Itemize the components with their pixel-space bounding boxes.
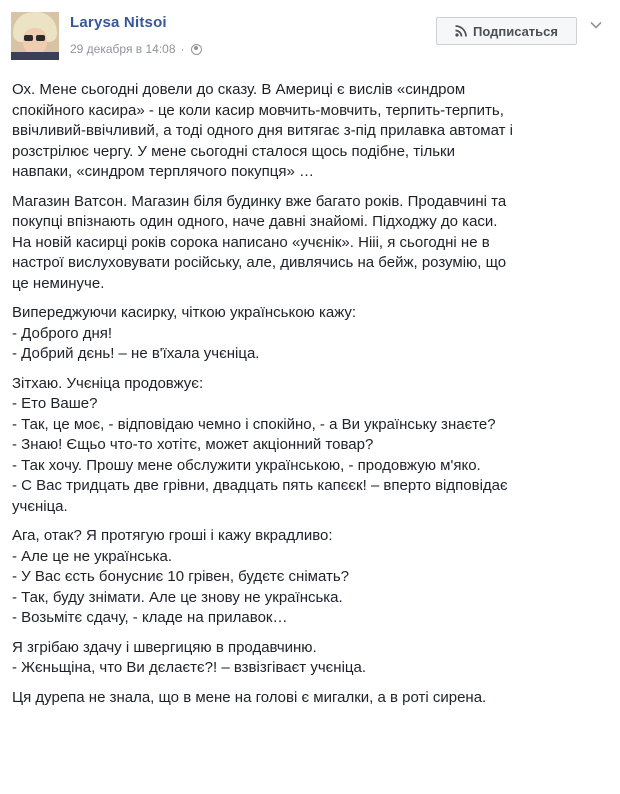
post-line: ввічливий-ввічливий, а тоді одного дня витягає з-під прилавка автомат і [12,122,513,139]
post-paragraph [12,638,610,679]
post-line: учєніца. [12,497,68,515]
avatar[interactable] [11,12,59,60]
avatar-shirt [11,52,59,60]
avatar-glasses-right [36,35,45,41]
post-paragraph [12,192,610,295]
post-line: - Так, це моє, - відповідаю чемно і спокійно, - а Ви українську знаєте? [12,415,496,433]
subscribe-label: Подписаться [472,23,558,39]
post-line: це неминуче. [12,274,105,292]
post-meta [70,42,202,56]
post-paragraph [12,374,610,518]
post-line: - Ето Ваше? [12,395,98,412]
post-line: Випереджуючи касирку, чіткою українською кажу: [12,304,357,321]
post-date[interactable]: 29 декабря в 14:08 [70,42,176,56]
post-line: Магазин Ватсон. Магазин біля будинку вже багато років. Продавчині та [12,192,507,210]
post-line: настрої вислуховувати російську, але, дивлячись на бейж, розумію, що [12,254,507,271]
post-paragraph [12,303,610,365]
post-header [0,0,620,70]
post-line: Зітхаю. Учєніца продовжує: [12,374,204,392]
post-line: - Знаю! Єщьо что-то хотітє, может акціонний товар? [12,436,374,453]
post-line: - Так, буду знімати. Але це знову не українська. [12,588,343,606]
post-paragraph [12,80,610,183]
post-text [12,80,610,717]
post-paragraph [12,526,610,629]
subscribe-button[interactable] [436,17,577,45]
avatar-glasses-left [24,35,33,41]
post-line: - Так хочу. Прошу мене обслужити українською, - продовжую м'яко. [12,456,481,474]
post-line: - Але це не українська. [12,547,173,565]
post-line: Я згрібаю здачу і швергицяю в продавчиню. [12,638,317,656]
chevron-down-icon[interactable] [589,18,603,32]
avatar-face [23,28,47,54]
post-line: розстрілює чергу. У мене сьогодні сталося щось подібне, тільки [12,142,455,160]
rss-icon [455,25,467,37]
post-paragraph [12,688,610,709]
post-line: Ця дурепа не знала, що в мене на голові є мигалки, а в роті сирена. [12,688,487,706]
post-line: - Добрий дєнь! – не в'їхала учєніца. [12,345,260,362]
post-line: - Доброго дня! [12,324,113,342]
post-line: На новій касирці років сорока написано «учєнік». Нііі, я сьогодні не в [12,233,490,251]
post-line: - С Вас тридцать две грівни, двадцать пять капєєк! – вперто відповідає [12,477,508,494]
post-line: - Возьмітє сдачу, - кладе на прилавок… [12,609,288,626]
post-line: спокійного касира» - це коли касир мовчить-мовчить, терпить-терпить, [12,101,504,119]
meta-separator: · [180,42,185,56]
post-line: - У Вас єсть бонусниє 10 грівен, будєтє снімать? [12,568,350,585]
author-name[interactable]: Larysa Nitsoi [70,14,167,31]
globe-icon[interactable] [191,44,202,55]
post-line: Ага, отак? Я протягую гроші і кажу вкрадливо: [12,527,333,544]
post-line: - Жєньщіна, что Ви дєлаєтє?! – взвізгіваєт учєніца. [12,659,367,676]
post-line: Ох. Мене сьогодні довели до сказу. В Америці є вислів «синдром [12,81,466,98]
post-line: навпаки, «синдром терплячого покупця» … [12,163,314,180]
post-line: покупці впізнають один одного, наче давні знайомі. Підходжу до каси. [12,213,498,230]
